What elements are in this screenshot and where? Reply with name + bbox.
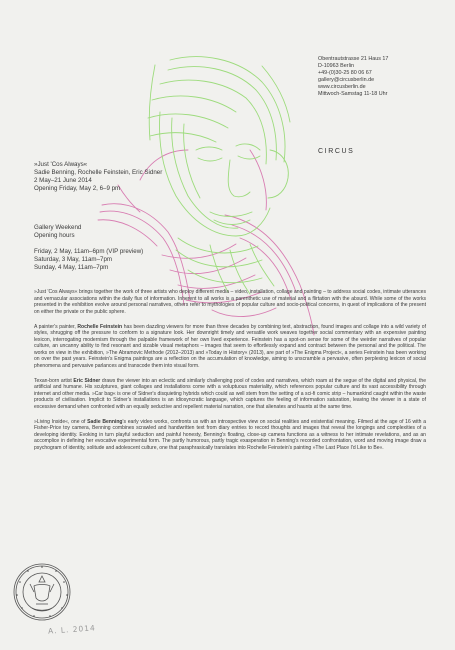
artist-name-highlight: Rochelle Feinstein	[77, 323, 123, 330]
exhibition-artists: Sadie Benning, Rochelle Feinstein, Eric Sidner	[34, 169, 163, 176]
exhibition-info	[34, 161, 162, 193]
hours-friday: Friday, 2 May, 11am–6pm (VIP preview)	[34, 248, 144, 255]
address-city: D-10963 Berlin	[318, 63, 354, 70]
exhibition-dates: 2 May–21 June 2014	[34, 177, 92, 184]
hours-sunday: Sunday, 4 May, 11am–7pm	[34, 264, 109, 271]
gallery-address	[318, 56, 388, 99]
seal-stamp	[12, 562, 72, 622]
handwritten-signature: A. L. 2014	[47, 623, 97, 636]
paragraph-feinstein: A painter's painter, Rochelle Feinstein has been dazzling viewers for more than three decades by combining text, abstraction, found images and collage into a wild variety of styles, shrugging off the pressure to conform to a signature look. Her downright timely and versatile work weaves together social commentary with an expensive painting lexicon, interrogating modernism through the palpable framework of her own lived experience. Feinstein has a spot-on sense for some of the weirder narratives of popular culture, an uncanny ability to find resonant and sizable visual metaphors – images that seem to effortlessly expand and contract between the personal and the political. The works on view in the exhibition, »The Abramovic Methode (2012–2013) and »Today in History« (2013), are part of »The Enigma Project«, a series Feinstein has been working on over the past years. Feinstein's Enigma paintings are a reflection on the accumulation of knowledge, aiming to unscramble a pervasive, often perplexing lexicon of social phenomena and pervasive parlances and transcode them into visual form.	[34, 323, 427, 369]
exhibition-title: »Just 'Cos Always«	[34, 161, 88, 168]
address-phone: +49-(0)30-25 80 06 67	[318, 70, 372, 77]
press-text	[34, 289, 426, 460]
paragraph-sidner: Texan-born artist Eric Sidner draws the viewer into an eclectic and similarly challenging pool of codes and narratives, which roam at the segue of the digital and physical, the artificial and humane. His sculptures, giant collages and installations come with a voluptuous materiality, which references popular culture and its vast accessibility through internet and other media. »Car bag« is one of Sidner's disquieting hybrids which could as well stem from the setting of a sci-fi comic strip – humankind caught within the waste products of civilisation. Implicit to Sidner's installations is an idiosyncratic language, which captures the feeling of information saturation, leaving the viewer in a state of excessive demand when confronted with an equally seductive and repellent material narration, one that alienates and haunts at the same time.	[34, 377, 426, 410]
hours-saturday: Saturday, 3 May, 11am–7pm	[34, 256, 113, 263]
paragraph-intro: »Just 'Cos Always« brings together the work of three artists who deploy different media – video, installation, collage and painting – to address social codes, intimate utterances and vernacular associations within the daily flux of information. Inherent to all works is a parenthetic use of material and a flirtation with the absurd. While some of the works presented in the exhibition evolve around personal narratives, others refer to mythologies of popular culture and socio-political concerns, in quest of implications of the present on either the private or the public sphere.	[34, 289, 426, 315]
address-hours: Mittwoch-Samstag 11-18 Uhr	[318, 91, 388, 98]
artist-name-highlight: Sadie Benning	[87, 418, 123, 425]
address-website: www.circusberlin.de	[318, 84, 366, 91]
address-street: Obentrautstrasse 21 Haus 17	[318, 56, 389, 62]
gallery-weekend-heading: Gallery Weekend	[34, 224, 82, 231]
address-email: gallery@circusberlin.de	[318, 77, 375, 84]
artist-name-highlight: Eric Sidner	[73, 377, 101, 384]
gallery-weekend-subheading: Opening hours	[34, 232, 75, 239]
paragraph-benning: »Living Inside«, one of Sadie Benning's early video works, confronts us with an introspective view on social realities and existential meaning. Filmed at the age of 16 with a Fisher-Price toy camera, Benning combines scrawled and handwritten text from diary entries to record thoughts and images that reveal the longings and complexities of a developing identity. Evoking in turn playful seduction and painful honesty, Benning's floating, close-up camera functions as a witness to her intimate revelations, and as an accomplice in defining her evocative experimental form. The partly humorous, partly tragic exasperation in Benning's recorded confrontation, word and moving image draw a psychogram of identity, solitude and adolescent culture, one that paraphrasically translates into Rochelle Feinstein's painting »The Last Place I'd Like to Be«.	[34, 418, 426, 451]
gallery-weekend	[34, 224, 143, 272]
gallery-name: CIRCUS	[318, 148, 355, 155]
exhibition-opening: Opening Friday, May 2, 6–9 pm	[34, 185, 121, 192]
